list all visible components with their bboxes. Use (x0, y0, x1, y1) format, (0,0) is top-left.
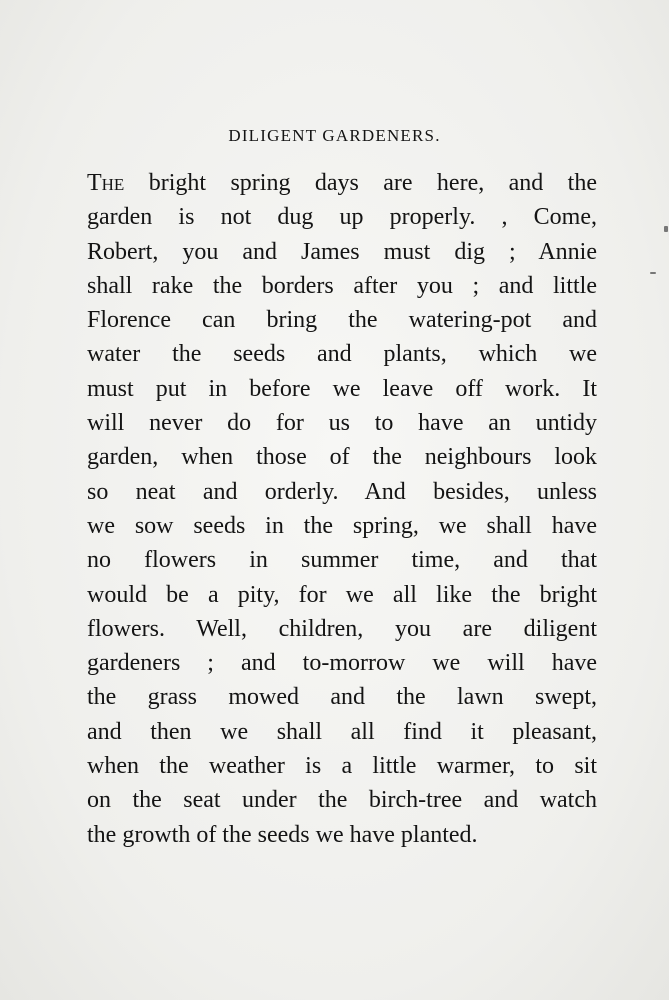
page-title: DILIGENT GARDENERS. (228, 126, 441, 145)
text-line: garden is not dug up properly. , Come, (87, 204, 597, 231)
text-line: so neat and orderly. And besides, unless (87, 478, 597, 505)
text-line: and then we shall all find it pleasant, (87, 718, 597, 745)
text-line: must put in before we leave off work. It (87, 375, 597, 402)
body-paragraph (87, 166, 597, 852)
text-line: the grass mowed and the lawn swept, (87, 684, 597, 711)
text-line: we sow seeds in the spring, we shall have (87, 512, 597, 539)
edge-speck (650, 272, 656, 274)
text-line: the growth of the seeds we have planted. (87, 821, 478, 848)
text-line: shall rake the borders after you ; and little (87, 272, 597, 299)
text-line: no flowers in summer time, and that (87, 547, 597, 574)
text-line-1 (87, 166, 597, 200)
text-line: garden, when those of the neighbours look (87, 444, 597, 471)
text-line: when the weather is a little warmer, to sit (87, 753, 597, 780)
drop-word: The (87, 170, 125, 196)
text-line: would be a pity, for we all like the bright (87, 581, 597, 608)
text-line: gardeners ; and to-morrow we will have (87, 650, 597, 677)
text-line: Florence can bring the watering-pot and (87, 307, 597, 334)
text-line: water the seeds and plants, which we (87, 341, 597, 368)
text-line: Robert, you and James must dig ; Annie (87, 238, 597, 265)
edge-speck (664, 226, 668, 232)
text-line: flowers. Well, children, you are diligent (87, 615, 597, 642)
first-line-text: bright spring days are here, and the (124, 170, 597, 196)
text-line: on the seat under the birch-tree and watch (87, 787, 597, 814)
text-line: will never do for us to have an untidy (87, 410, 597, 437)
